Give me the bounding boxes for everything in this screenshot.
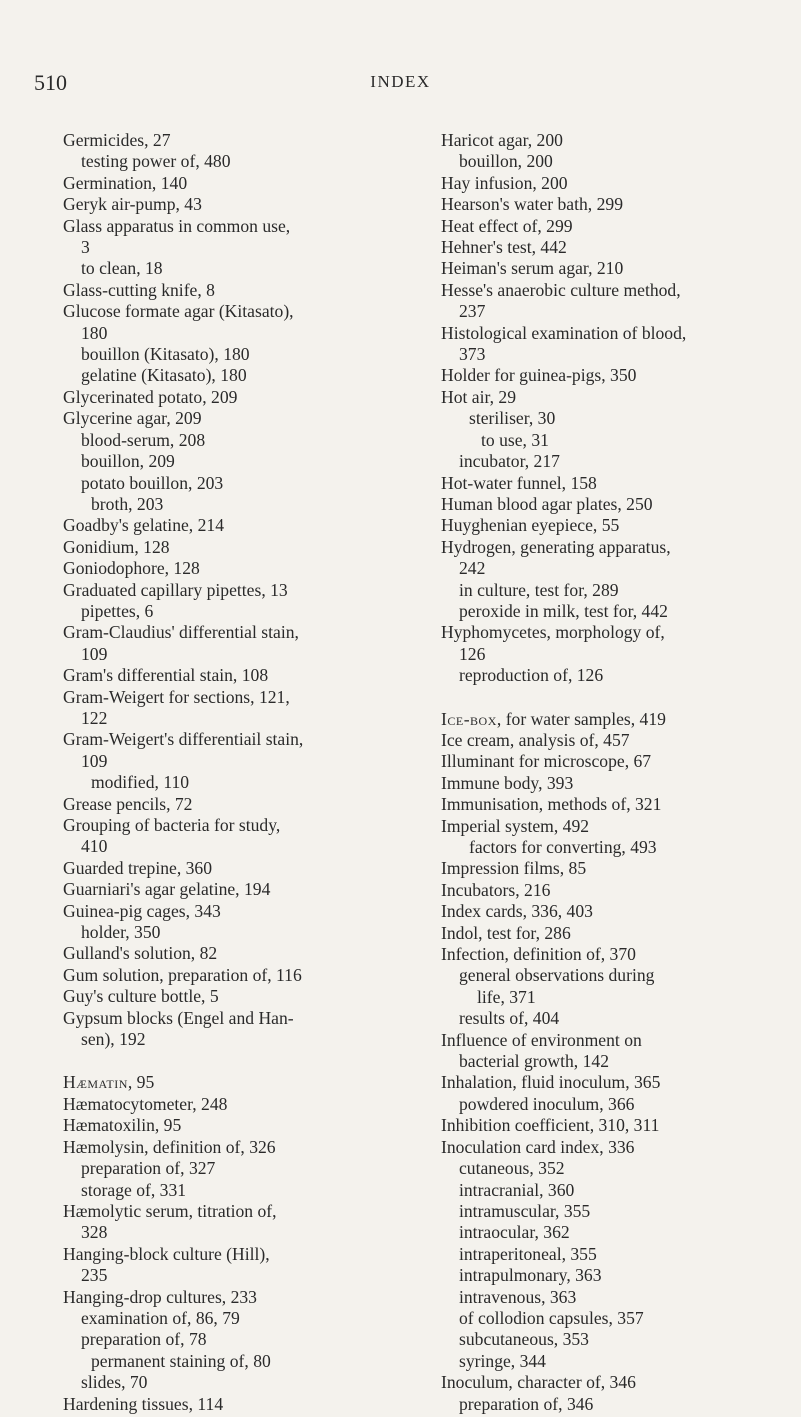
index-entry-text: Haricot agar, 200 — [441, 130, 563, 150]
index-entry — [441, 1372, 786, 1393]
index-entry — [441, 1201, 786, 1222]
index-entry-continuation: bacterial growth, 142 — [459, 1051, 609, 1072]
index-entry-text: to use, 31 — [481, 429, 549, 450]
index-entry — [63, 1008, 409, 1051]
index-entry-text: Ice cream, analysis of, 457 — [441, 729, 630, 750]
index-entry — [63, 879, 409, 900]
index-entry-text: Glycerinated potato, 209 — [63, 386, 238, 407]
index-entry — [63, 965, 409, 986]
index-entry-text: bouillon (Kitasato), 180 — [81, 344, 250, 365]
index-entry — [441, 794, 786, 815]
index-entry — [441, 1008, 786, 1029]
index-entry — [63, 601, 409, 622]
index-entry-continuation: life, 371 — [477, 986, 536, 1007]
index-entry-text: intrapulmonary, 363 — [459, 1265, 602, 1286]
index-entry-text: Guy's culture bottle, 5 — [63, 986, 219, 1007]
index-entry-continuation: 242 — [459, 558, 486, 579]
index-entry — [63, 151, 409, 172]
index-entry-text: Grouping of bacteria for study, — [63, 815, 281, 835]
index-entry — [441, 216, 786, 237]
index-entry — [441, 1394, 786, 1415]
index-entry-text: Hæmatoxilin, 95 — [63, 1115, 182, 1136]
index-entry — [63, 580, 409, 601]
index-entry — [63, 537, 409, 558]
index-entry — [441, 816, 786, 837]
index-entry — [63, 194, 409, 215]
index-entry-text: Grease pencils, 72 — [63, 793, 193, 814]
index-entry — [63, 858, 409, 879]
index-entry — [441, 387, 786, 408]
index-entry — [441, 665, 786, 686]
index-entry-text: preparation of, 327 — [81, 1158, 216, 1179]
index-entry-text: reproduction of, 126 — [459, 665, 604, 686]
letter-section-gap — [441, 687, 786, 709]
index-entry — [441, 1137, 786, 1158]
index-entry-text: storage of, 331 — [81, 1179, 187, 1200]
index-entry — [63, 344, 409, 365]
index-entry — [441, 130, 786, 151]
index-entry — [441, 858, 786, 879]
index-entry-text: testing power of, 480 — [81, 151, 231, 172]
index-entry-text: incubator, 217 — [459, 451, 560, 472]
index-entry-text: factors for converting, 493 — [469, 837, 657, 857]
index-entry — [63, 430, 409, 451]
index-entry — [441, 451, 786, 472]
index-entry-text: Hot air, 29 — [441, 386, 517, 407]
index-entry — [441, 1351, 786, 1372]
index-entry-text: Hydrogen, generating apparatus, — [441, 536, 671, 557]
index-entry-text: Germicides, 27 — [63, 130, 171, 150]
index-entry-text: permanent staining of, 80 — [91, 1350, 271, 1371]
index-entry-continuation: 410 — [81, 836, 108, 857]
index-entry-text: Hyphomycetes, morphology of, — [441, 622, 665, 643]
index-entry — [63, 622, 409, 665]
index-entry-text: potato bouillon, 203 — [81, 472, 224, 493]
index-entry-text: Goniodophore, 128 — [63, 558, 200, 579]
index-entry — [441, 622, 786, 665]
index-entry — [441, 194, 786, 215]
index-entry — [441, 601, 786, 622]
index-entry-text: Indol, test for, 286 — [441, 922, 571, 943]
index-entry-text: Heiman's serum agar, 210 — [441, 258, 624, 279]
index-entry-text: Gram-Weigert for sections, 121, — [63, 686, 290, 707]
index-entry-text: preparation of, 346 — [459, 1393, 594, 1414]
index-entry — [441, 1222, 786, 1243]
index-entry — [441, 323, 786, 366]
index-entry — [63, 794, 409, 815]
index-entry — [63, 1072, 409, 1093]
index-entry-text: modified, 110 — [91, 772, 190, 793]
index-entry-text: Gram's differential stain, 108 — [63, 665, 269, 686]
index-entry — [63, 922, 409, 943]
index-entry-text: results of, 404 — [459, 1008, 560, 1029]
index-entry — [63, 258, 409, 279]
index-entry-text: Impression films, 85 — [441, 858, 587, 879]
index-entry-text: blood-serum, 208 — [81, 429, 206, 450]
index-entry-continuation: 109 — [81, 750, 108, 771]
index-entry-text: cutaneous, 352 — [459, 1158, 565, 1179]
index-entry-text: pipettes, 6 — [81, 600, 154, 621]
index-entry-text: Gulland's solution, 82 — [63, 943, 218, 964]
index-column-right — [441, 130, 786, 1415]
index-entry-text: Huyghenian eyepiece, 55 — [441, 515, 620, 536]
index-entry — [441, 473, 786, 494]
index-entry — [441, 1030, 786, 1073]
index-entry — [63, 558, 409, 579]
index-entry — [441, 901, 786, 922]
index-entry-text: Hearson's water bath, 299 — [441, 194, 623, 215]
index-entry-text: Infection, definition of, 370 — [441, 944, 636, 965]
index-entry-text: Imperial system, 492 — [441, 815, 590, 836]
index-entry — [63, 1201, 409, 1244]
index-entry-continuation: 109 — [81, 643, 108, 664]
running-head: INDEX — [370, 72, 431, 91]
index-entry — [441, 237, 786, 258]
index-entry-text: Gum solution, preparation of, 116 — [63, 964, 302, 985]
index-entry — [63, 665, 409, 686]
index-entry-text: Gram-Weigert's differentiail stain, — [63, 729, 304, 750]
index-entry — [441, 837, 786, 858]
index-entry-text: Hot-water funnel, 158 — [441, 472, 597, 493]
index-entry-text: Hardening tissues, 114 — [63, 1393, 224, 1414]
index-entry-text: Immune body, 393 — [441, 772, 574, 793]
index-entry-text: Inoculation card index, 336 — [441, 1136, 635, 1157]
index-entry-text: Glass-cutting knife, 8 — [63, 279, 215, 300]
index-entry — [441, 365, 786, 386]
index-entry — [63, 687, 409, 730]
index-entry-text: Goadby's gelatine, 214 — [63, 515, 224, 536]
index-entry-text: syringe, 344 — [459, 1350, 546, 1371]
index-entry — [441, 430, 786, 451]
index-entry-continuation: 126 — [459, 643, 486, 664]
index-entry-text: Glucose formate agar (Kitasato), — [63, 301, 294, 322]
index-entry-text: Ice-box, for water samples, 419 — [441, 708, 666, 729]
index-entry — [63, 729, 409, 772]
index-entry — [441, 880, 786, 901]
index-entry-text: Hæmolytic serum, titration of, — [63, 1200, 277, 1221]
index-entry-continuation: sen), 192 — [81, 1029, 146, 1050]
index-entry-text: intracranial, 360 — [459, 1179, 575, 1200]
index-entry — [441, 515, 786, 536]
index-entry-continuation: 122 — [81, 707, 108, 728]
index-entry-text: Hæmatocytometer, 248 — [63, 1093, 228, 1114]
index-entry — [441, 1287, 786, 1308]
index-entry-text: Immunisation, methods of, 321 — [441, 794, 662, 815]
index-entry — [63, 1115, 409, 1136]
index-entry-text: Inoculum, character of, 346 — [441, 1372, 636, 1393]
index-entry — [63, 1394, 409, 1415]
index-entry-continuation: 3 — [81, 237, 90, 258]
index-entry — [63, 1244, 409, 1287]
index-entry-text: to clean, 18 — [81, 258, 163, 279]
page-number: 510 — [34, 70, 67, 95]
index-entry — [63, 473, 409, 494]
index-entry-text: powdered inoculum, 366 — [459, 1093, 635, 1114]
index-entry — [63, 901, 409, 922]
index-entry — [63, 515, 409, 536]
index-entry-text: bouillon, 209 — [81, 451, 175, 472]
index-entry — [63, 365, 409, 386]
index-entry-continuation: 328 — [81, 1222, 108, 1243]
index-entry — [63, 943, 409, 964]
index-entry-text: Human blood agar plates, 250 — [441, 493, 653, 514]
index-entry — [63, 408, 409, 429]
index-entry — [441, 1072, 786, 1093]
page-header — [34, 70, 767, 100]
index-entry — [63, 387, 409, 408]
letter-section-gap — [63, 1050, 409, 1072]
index-entry — [63, 815, 409, 858]
index-entry-text: intramuscular, 355 — [459, 1200, 591, 1221]
index-column-left — [63, 130, 409, 1415]
index-entry — [441, 751, 786, 772]
index-entry-text: bouillon, 200 — [459, 151, 553, 172]
index-entry-text: slides, 70 — [81, 1372, 148, 1393]
index-entry-text: intraperitoneal, 355 — [459, 1243, 597, 1264]
index-entry-continuation: 237 — [459, 301, 486, 322]
index-entry — [441, 965, 786, 1008]
index-entry — [63, 451, 409, 472]
index-entry — [63, 1180, 409, 1201]
index-entry-text: subcutaneous, 353 — [459, 1329, 589, 1350]
index-entry — [441, 944, 786, 965]
index-entry — [63, 1372, 409, 1393]
index-entry — [441, 1180, 786, 1201]
index-entry-text: Index cards, 336, 403 — [441, 901, 593, 922]
index-entry-text: Guinea-pig cages, 343 — [63, 900, 221, 921]
index-entry — [441, 173, 786, 194]
index-entry-text: Inhalation, fluid inoculum, 365 — [441, 1072, 661, 1093]
index-entry-text: intraocular, 362 — [459, 1222, 570, 1243]
index-entry-text: Gypsum blocks (Engel and Han- — [63, 1007, 294, 1028]
index-entry-text: Heat effect of, 299 — [441, 215, 573, 236]
index-entry — [63, 1351, 409, 1372]
index-entry — [441, 151, 786, 172]
index-entry — [63, 301, 409, 344]
index-entry-text: Hay infusion, 200 — [441, 172, 568, 193]
index-entry-text: Influence of environment on — [441, 1029, 642, 1050]
index-entry — [441, 1329, 786, 1350]
index-entry-continuation: 373 — [459, 344, 486, 365]
index-entry-text: Hæmatin, 95 — [63, 1072, 155, 1093]
index-entry — [63, 173, 409, 194]
index-entry-text: Glycerine agar, 209 — [63, 408, 202, 429]
index-entry — [63, 986, 409, 1007]
index-entry — [63, 772, 409, 793]
index-entry — [441, 537, 786, 580]
index-entry-text: steriliser, 30 — [469, 408, 556, 429]
index-entry — [63, 494, 409, 515]
index-entry-text: Hesse's anaerobic culture method, — [441, 279, 681, 300]
index-entry — [441, 1308, 786, 1329]
index-entry — [441, 1115, 786, 1136]
index-entry — [441, 408, 786, 429]
index-entry-text: holder, 350 — [81, 922, 161, 943]
index-entry — [441, 1094, 786, 1115]
index-entry — [441, 1158, 786, 1179]
index-entry-text: Holder for guinea-pigs, 350 — [441, 365, 637, 386]
index-entry-text: Geryk air-pump, 43 — [63, 194, 202, 215]
index-entry — [63, 130, 409, 151]
index-entry — [441, 258, 786, 279]
index-entry — [63, 1137, 409, 1158]
index-entry — [63, 1287, 409, 1308]
index-entry-text: Hehner's test, 442 — [441, 237, 567, 258]
index-entry — [63, 1094, 409, 1115]
index-entry-text: Illuminant for microscope, 67 — [441, 751, 652, 772]
index-entry — [441, 1265, 786, 1286]
index-entry-text: Gram-Claudius' differential stain, — [63, 622, 299, 643]
index-entry-text: Histological examination of blood, — [441, 322, 687, 343]
index-entry-text: Graduated capillary pipettes, 13 — [63, 579, 288, 600]
index-entry — [441, 709, 786, 730]
index-entry — [441, 580, 786, 601]
index-entry-text: Incubators, 216 — [441, 879, 551, 900]
index-entry — [63, 216, 409, 259]
index-entry-text: Hæmolysin, definition of, 326 — [63, 1136, 276, 1157]
index-entry-text: Inhibition coefficient, 310, 311 — [441, 1115, 660, 1136]
index-entry-text: intravenous, 363 — [459, 1286, 577, 1307]
index-entry-continuation: 180 — [81, 322, 108, 343]
index-entry — [441, 923, 786, 944]
index-entry — [63, 1329, 409, 1350]
index-entry-continuation: 235 — [81, 1265, 108, 1286]
index-entry — [63, 1158, 409, 1179]
index-entry-text: Glass apparatus in common use, — [63, 215, 291, 236]
index-entry — [63, 280, 409, 301]
index-entry-text: Gonidium, 128 — [63, 536, 170, 557]
index-entry — [441, 1244, 786, 1265]
index-entry-text: Hanging-block culture (Hill), — [63, 1243, 270, 1264]
index-entry — [441, 773, 786, 794]
index-entry — [63, 1308, 409, 1329]
index-entry-text: Hanging-drop cultures, 233 — [63, 1286, 257, 1307]
index-entry-text: Germination, 140 — [63, 172, 188, 193]
index-entry-text: preparation of, 78 — [81, 1329, 207, 1350]
index-entry — [441, 494, 786, 515]
index-entry — [441, 280, 786, 323]
index-entry-text: broth, 203 — [91, 493, 164, 514]
index-entry-text: peroxide in milk, test for, 442 — [459, 600, 668, 621]
index-entry-text: in culture, test for, 289 — [459, 579, 619, 600]
index-entry-text: of collodion capsules, 357 — [459, 1307, 644, 1328]
index-entry-text: gelatine (Kitasato), 180 — [81, 365, 247, 386]
index-entry-text: examination of, 86, 79 — [81, 1307, 240, 1328]
index-entry — [441, 730, 786, 751]
index-entry-text: Guarniari's agar gelatine, 194 — [63, 879, 271, 900]
index-entry-text: Guarded trepine, 360 — [63, 857, 213, 878]
index-entry-text: general observations during — [459, 965, 655, 986]
